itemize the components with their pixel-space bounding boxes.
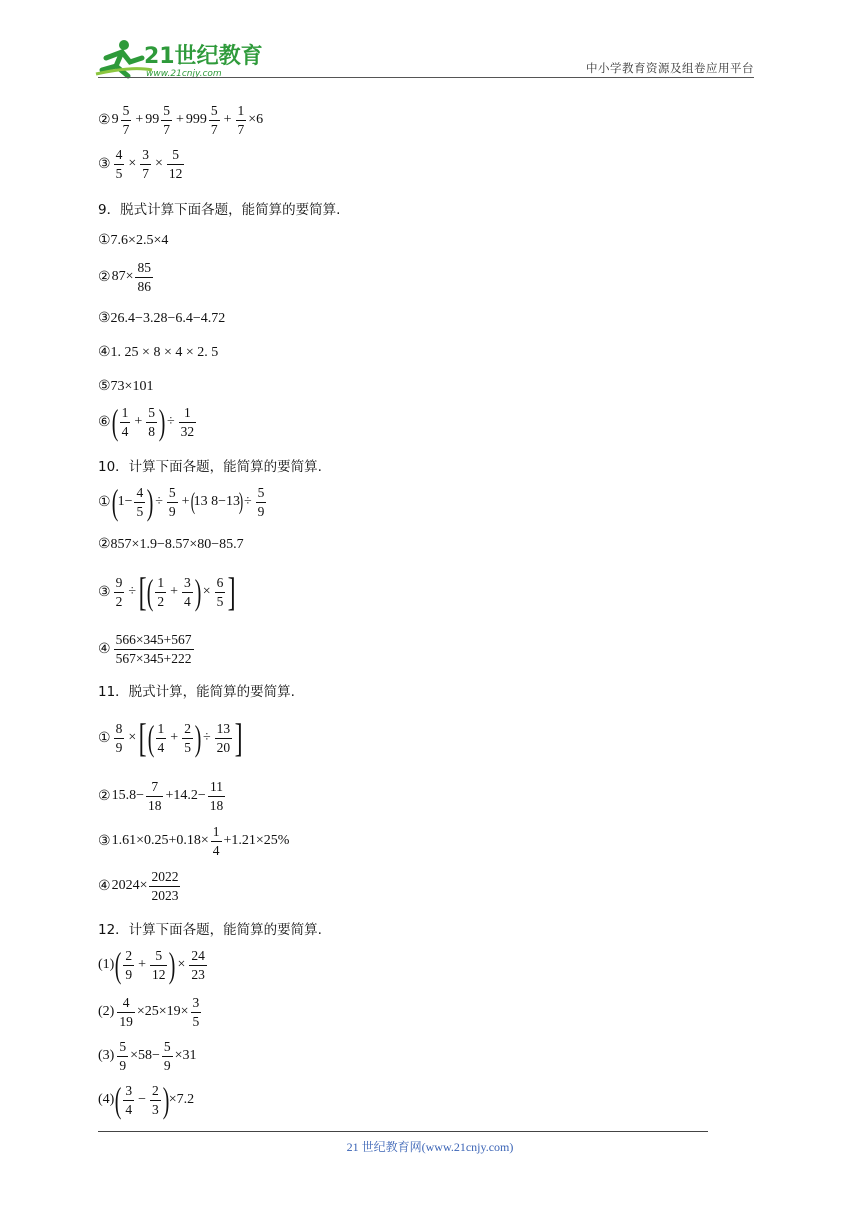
fraction bbox=[167, 486, 178, 518]
logo-url: www.21cnjy.com bbox=[146, 69, 222, 79]
fraction bbox=[150, 1084, 161, 1116]
denominator: 4 bbox=[157, 739, 165, 755]
plus-sign: + bbox=[170, 730, 179, 745]
denominator: 9 bbox=[168, 503, 176, 519]
numerator: 5 bbox=[119, 1039, 127, 1054]
denominator: 7 bbox=[142, 165, 149, 181]
problem-10-3 bbox=[98, 570, 237, 614]
denominator: 2 bbox=[157, 593, 165, 609]
left-paren: ( bbox=[111, 402, 118, 442]
denominator: 5 bbox=[136, 503, 144, 519]
item-marker: ② bbox=[98, 269, 111, 285]
denominator: 7 bbox=[163, 121, 170, 137]
problem-8-2 bbox=[98, 102, 263, 138]
fraction bbox=[182, 722, 193, 754]
denominator: 5 bbox=[216, 593, 224, 609]
denominator: 5 bbox=[115, 165, 123, 181]
denominator: 18 bbox=[209, 797, 224, 813]
fraction bbox=[211, 825, 222, 857]
times-sign: × bbox=[128, 156, 137, 171]
numerator: 5 bbox=[257, 485, 265, 500]
denominator: 7 bbox=[210, 121, 218, 137]
numerator: 4 bbox=[122, 995, 130, 1010]
numerator: 5 bbox=[168, 485, 176, 500]
left-bracket: [ bbox=[138, 569, 147, 614]
numerator: 1 bbox=[184, 405, 191, 420]
problem-9-6 bbox=[98, 404, 198, 440]
plus-sign: + bbox=[134, 414, 143, 429]
fraction bbox=[140, 148, 151, 180]
right-paren: ) bbox=[194, 718, 202, 758]
denominator: 9 bbox=[257, 503, 265, 519]
denominator: 9 bbox=[125, 966, 133, 982]
numerator: 3 bbox=[192, 995, 200, 1010]
fraction bbox=[114, 633, 194, 665]
expression-lead: 1− bbox=[117, 494, 133, 509]
numerator: 85 bbox=[137, 260, 151, 275]
problem-9-5: ⑤73×101 bbox=[98, 378, 154, 394]
item-marker: (4) bbox=[98, 1092, 115, 1107]
fraction bbox=[161, 104, 172, 136]
numerator: 2 bbox=[151, 1083, 159, 1098]
numerator: 5 bbox=[148, 405, 155, 420]
times-sign: × bbox=[202, 584, 211, 599]
numerator: 1 bbox=[157, 575, 165, 590]
numerator: 3 bbox=[142, 147, 149, 162]
denominator: 9 bbox=[119, 1057, 127, 1073]
numerator: 2 bbox=[184, 721, 191, 736]
fraction bbox=[117, 996, 135, 1028]
fraction bbox=[123, 949, 134, 981]
denominator: 32 bbox=[180, 423, 195, 439]
expression-tail: ×7.2 bbox=[168, 1092, 195, 1107]
problem-11-2 bbox=[98, 778, 227, 814]
whole-part: 99 bbox=[145, 112, 160, 127]
numerator: 5 bbox=[122, 103, 130, 118]
fraction bbox=[117, 1040, 128, 1072]
item-marker: ② bbox=[98, 788, 111, 804]
numerator: 6 bbox=[216, 575, 224, 590]
fraction bbox=[146, 780, 164, 812]
times-sign: × bbox=[177, 957, 186, 972]
numerator: 5 bbox=[172, 147, 179, 162]
denominator: 12 bbox=[151, 966, 166, 982]
numerator: 1 bbox=[121, 405, 129, 420]
denominator: 7 bbox=[122, 121, 130, 137]
numerator: 5 bbox=[155, 948, 163, 963]
divide-sign: ÷ bbox=[243, 494, 252, 509]
whole-part: 999 bbox=[185, 112, 207, 127]
fraction bbox=[146, 406, 157, 438]
expression-lead: 87× bbox=[111, 269, 134, 284]
expression-mid: ×25×19× bbox=[136, 1004, 189, 1019]
denominator: 20 bbox=[216, 739, 231, 755]
question-10-title: 10．计算下面各题，能简算的要简算. bbox=[98, 459, 322, 475]
item-marker: ③ bbox=[98, 156, 111, 172]
denominator: 4 bbox=[121, 423, 129, 439]
times-sign: × bbox=[128, 730, 137, 745]
fraction bbox=[134, 486, 145, 518]
expression-mid: +14.2− bbox=[165, 788, 206, 803]
left-bracket: [ bbox=[138, 715, 147, 760]
fraction bbox=[156, 722, 167, 754]
item-marker: (3) bbox=[98, 1048, 115, 1063]
problem-12-3 bbox=[98, 1038, 197, 1074]
denominator: 9 bbox=[115, 739, 123, 755]
numerator: 5 bbox=[163, 103, 170, 118]
numerator: 24 bbox=[191, 948, 205, 963]
fraction bbox=[121, 104, 132, 136]
denominator: 4 bbox=[183, 593, 191, 609]
fraction bbox=[155, 576, 166, 608]
expression-lead: 1.61×0.25+0.18× bbox=[111, 833, 209, 848]
item-marker: ① bbox=[98, 494, 111, 510]
fraction bbox=[179, 406, 197, 438]
expression-lead: 2024× bbox=[111, 878, 148, 893]
right-paren: ) bbox=[146, 482, 154, 522]
numerator: 4 bbox=[115, 147, 123, 162]
header-divider bbox=[98, 77, 754, 78]
left-paren: ( bbox=[147, 572, 154, 612]
denominator: 567×345+222 bbox=[115, 650, 192, 666]
problem-10-1 bbox=[98, 484, 268, 520]
expression-mid: ×58− bbox=[130, 1048, 160, 1063]
divide-sign: ÷ bbox=[155, 494, 163, 509]
problem-12-1 bbox=[98, 947, 209, 983]
expression-lead: 15.8− bbox=[111, 788, 144, 803]
question-12-title: 12．计算下面各题，能简算的要简算. bbox=[98, 922, 322, 938]
whole-part: 9 bbox=[111, 112, 119, 127]
fraction bbox=[215, 576, 226, 608]
item-marker: ③ bbox=[98, 833, 111, 849]
fraction bbox=[191, 996, 202, 1028]
numerator: 1 bbox=[237, 103, 245, 118]
denominator: 5 bbox=[184, 739, 191, 755]
fraction bbox=[256, 486, 267, 518]
item-marker: (2) bbox=[98, 1004, 115, 1019]
denominator: 12 bbox=[168, 165, 183, 181]
numerator: 3 bbox=[125, 1083, 133, 1098]
numerator: 4 bbox=[136, 485, 144, 500]
right-paren: ) bbox=[162, 1080, 170, 1120]
denominator: 7 bbox=[237, 121, 245, 137]
right-paren: ) bbox=[158, 402, 166, 442]
plus-sign: + bbox=[175, 112, 184, 127]
fraction bbox=[150, 949, 168, 981]
divide-sign: ÷ bbox=[202, 730, 211, 745]
denominator: 9 bbox=[163, 1057, 171, 1073]
denominator: 4 bbox=[125, 1101, 133, 1117]
denominator: 19 bbox=[119, 1013, 133, 1029]
denominator: 4 bbox=[212, 842, 220, 858]
denominator: 2023 bbox=[151, 887, 179, 903]
numerator: 2022 bbox=[151, 869, 179, 884]
expression-tail: ×6 bbox=[248, 112, 264, 127]
problem-9-3: ③26.4−3.28−6.4−4.72 bbox=[98, 310, 226, 326]
item-marker: ⑥ bbox=[98, 414, 111, 430]
numerator: 7 bbox=[151, 779, 159, 794]
item-marker: ④ bbox=[98, 641, 111, 657]
numerator: 566×345+567 bbox=[115, 632, 192, 647]
times-sign: × bbox=[154, 156, 163, 171]
left-paren: ( bbox=[115, 945, 122, 985]
problem-9-2 bbox=[98, 259, 155, 295]
plus-sign: + bbox=[135, 112, 144, 127]
denominator: 23 bbox=[191, 966, 205, 982]
item-marker: ① bbox=[98, 730, 111, 746]
problem-12-4 bbox=[98, 1082, 194, 1118]
question-9-title: 9．脱式计算下面各题，能简算的要简算. bbox=[98, 202, 341, 218]
problem-9-4: ④1. 25 × 8 × 4 × 2. 5 bbox=[98, 344, 219, 360]
left-paren: ( bbox=[147, 718, 154, 758]
fraction bbox=[208, 780, 226, 812]
fraction bbox=[236, 104, 247, 136]
problem-9-1: ①7.6×2.5×4 bbox=[98, 232, 169, 248]
numerator: 9 bbox=[115, 575, 123, 590]
fraction bbox=[189, 949, 207, 981]
denominator: 2 bbox=[115, 593, 123, 609]
numerator: 3 bbox=[183, 575, 191, 590]
fraction bbox=[167, 148, 185, 180]
fraction bbox=[120, 406, 131, 438]
fraction bbox=[114, 576, 125, 608]
divide-sign: ÷ bbox=[128, 584, 136, 599]
question-11-title: 11．脱式计算，能简算的要简算. bbox=[98, 684, 295, 700]
left-paren: ( bbox=[190, 489, 195, 515]
right-bracket: ] bbox=[234, 715, 243, 760]
item-marker: (1) bbox=[98, 957, 115, 972]
fraction bbox=[162, 1040, 173, 1072]
problem-10-2: ②857×1.9−8.57×80−85.7 bbox=[98, 536, 244, 552]
header-platform-title: 中小学教育资源及组卷应用平台 bbox=[586, 61, 754, 75]
item-marker: ② bbox=[98, 112, 111, 128]
numerator: 13 bbox=[216, 721, 231, 736]
site-logo bbox=[92, 36, 264, 80]
numerator: 1 bbox=[212, 824, 220, 839]
left-paren: ( bbox=[111, 482, 118, 522]
denominator: 5 bbox=[192, 1013, 200, 1029]
minus-sign: − bbox=[138, 1092, 146, 1107]
fraction bbox=[209, 104, 220, 136]
numerator: 2 bbox=[125, 948, 133, 963]
problem-11-1 bbox=[98, 716, 243, 760]
runner-logo-icon bbox=[92, 36, 264, 80]
fraction bbox=[123, 1084, 134, 1116]
numerator: 1 bbox=[157, 721, 165, 736]
denominator: 18 bbox=[147, 797, 162, 813]
right-paren: ) bbox=[169, 945, 176, 985]
problem-8-3 bbox=[98, 146, 186, 182]
divide-sign: ÷ bbox=[166, 414, 175, 429]
item-marker: ④ bbox=[98, 878, 111, 894]
plus-sign: + bbox=[138, 957, 146, 972]
fraction bbox=[135, 261, 153, 293]
denominator: 8 bbox=[148, 423, 155, 439]
plus-sign: + bbox=[170, 584, 178, 599]
right-paren: ) bbox=[194, 572, 202, 612]
item-marker: ③ bbox=[98, 584, 111, 600]
left-paren: ( bbox=[115, 1080, 122, 1120]
footer-source[interactable]: 21 世纪教育网(www.21cnjy.com) bbox=[346, 1140, 514, 1154]
fraction bbox=[114, 722, 125, 754]
plus-sign: + bbox=[223, 112, 232, 127]
problem-11-3 bbox=[98, 823, 289, 859]
problem-12-2 bbox=[98, 994, 203, 1030]
fraction bbox=[182, 576, 193, 608]
expression-tail: +1.21×25% bbox=[223, 833, 290, 848]
expression-mid: 13 8−13 bbox=[193, 494, 240, 509]
footer-divider bbox=[98, 1131, 708, 1132]
numerator: 5 bbox=[210, 103, 218, 118]
expression-tail: ×31 bbox=[174, 1048, 197, 1063]
right-bracket: ] bbox=[228, 569, 237, 614]
denominator: 86 bbox=[137, 278, 151, 294]
problem-11-4 bbox=[98, 868, 182, 904]
right-paren: ) bbox=[238, 489, 244, 515]
numerator: 5 bbox=[163, 1039, 171, 1054]
numerator: 8 bbox=[115, 721, 123, 736]
fraction bbox=[114, 148, 125, 180]
logo-text: 21世纪教育 bbox=[144, 44, 263, 69]
numerator: 11 bbox=[210, 779, 224, 794]
fraction bbox=[215, 722, 233, 754]
problem-10-4 bbox=[98, 631, 196, 667]
denominator: 3 bbox=[151, 1101, 159, 1117]
plus-sign: + bbox=[181, 494, 190, 509]
fraction bbox=[149, 870, 180, 902]
